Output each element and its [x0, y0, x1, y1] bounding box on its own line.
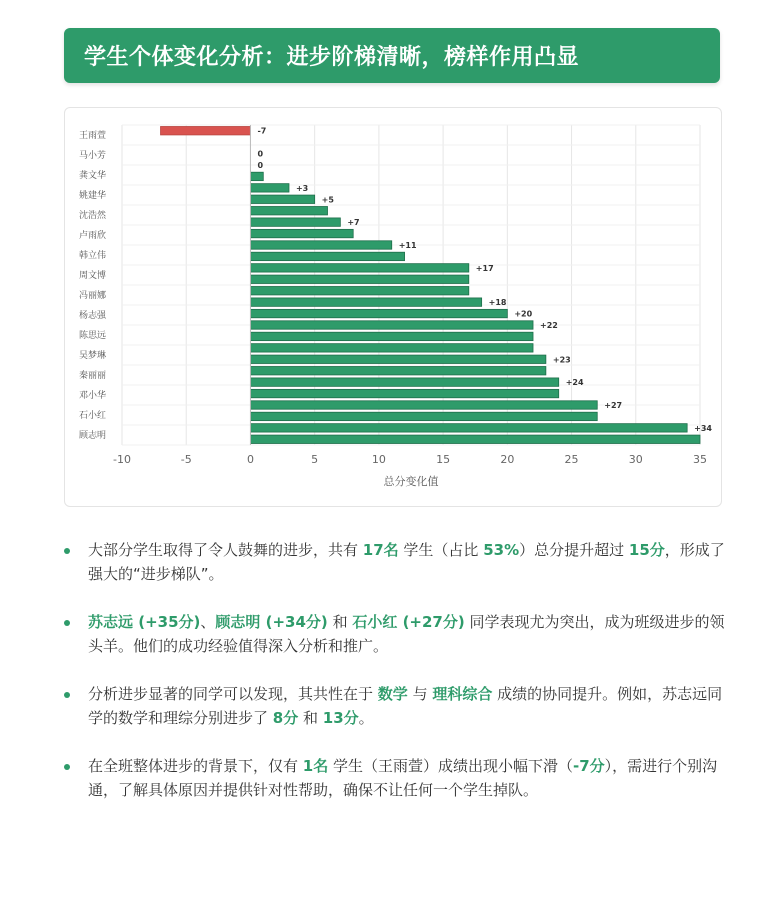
bullet-dot-icon — [64, 692, 70, 698]
insight-text: 、 — [200, 613, 216, 631]
data-label: +18 — [488, 298, 507, 308]
bar — [250, 241, 391, 249]
header-banner — [64, 28, 720, 83]
bar — [250, 332, 533, 340]
data-label: +24 — [565, 378, 584, 388]
data-label: +7 — [347, 218, 360, 228]
highlight-text: -7分 — [573, 757, 605, 775]
insight-text: 在全班整体进步的背景下，仅有 — [88, 757, 303, 775]
bar — [250, 344, 533, 352]
bar — [250, 309, 507, 317]
bar — [250, 389, 558, 397]
bar — [250, 321, 533, 329]
bar — [250, 401, 597, 409]
bar-chart — [65, 108, 721, 506]
bullet-dot-icon — [64, 548, 70, 554]
data-label: 0 — [257, 161, 264, 170]
x-tick-label: -5 — [180, 453, 192, 466]
data-label: +23 — [552, 355, 571, 365]
data-label: -7 — [257, 126, 267, 136]
highlight-text: 苏志远 (+35分) — [88, 613, 201, 631]
bar — [250, 298, 481, 306]
data-label: +22 — [540, 321, 558, 330]
insight-item — [62, 682, 726, 730]
bullet-dot-icon — [64, 620, 70, 626]
data-label: +17 — [475, 263, 494, 273]
bar — [161, 127, 251, 135]
insight-item — [62, 538, 726, 586]
category-label: 陈思远 — [79, 331, 107, 341]
highlight-text: 8分 — [272, 709, 299, 727]
data-label: +20 — [514, 309, 533, 319]
insight-text: 成绩的协同提升。例如，苏志远同学的数学和理综分别进步了 — [88, 685, 723, 727]
x-tick-label: 10 — [371, 453, 386, 466]
x-tick-label: 20 — [500, 453, 515, 466]
chart-card — [64, 107, 722, 507]
insight-text: 大部分学生取得了令人鼓舞的进步，共有 — [88, 541, 363, 559]
bar — [250, 424, 687, 432]
category-label: 周文博 — [79, 271, 107, 281]
insight-text: 学生（占比 — [398, 541, 484, 559]
page-title: 学生个体变化分析：进步阶梯清晰，榜样作用凸显 — [84, 45, 580, 70]
insight-list — [62, 538, 726, 826]
category-label: 冯丽娜 — [79, 291, 107, 301]
data-label: +3 — [295, 183, 309, 193]
insight-text: 与 — [407, 685, 433, 703]
bar — [250, 184, 289, 192]
bar — [250, 355, 545, 363]
category-label: 邓小华 — [79, 391, 107, 401]
bar — [250, 172, 263, 180]
category-label: 杨志强 — [79, 311, 107, 321]
category-label: 龚文华 — [79, 171, 107, 181]
data-label: 0 — [257, 149, 264, 159]
category-label: 秦丽丽 — [79, 371, 107, 381]
insight-text: ）总分提升超过 — [519, 541, 629, 559]
x-tick-label: -10 — [113, 453, 131, 466]
highlight-text: 理科综合 — [432, 685, 493, 703]
category-label: 姚建华 — [79, 191, 107, 201]
insight-text: 和 — [327, 613, 353, 631]
category-label: 石小红 — [79, 411, 107, 421]
bar — [250, 412, 597, 420]
x-axis-title: 总分变化值 — [383, 475, 439, 488]
highlight-text: 1名 — [302, 757, 329, 775]
bar — [250, 275, 468, 283]
bar — [250, 195, 314, 203]
highlight-text: 石小红 (+27分) — [352, 613, 465, 631]
bar — [250, 264, 468, 272]
highlight-text: 数学 — [377, 685, 408, 703]
bullet-dot-icon — [64, 764, 70, 770]
insight-item — [62, 754, 726, 802]
bar — [250, 229, 353, 237]
highlight-text: 顾志明 (+34分) — [215, 613, 328, 631]
x-tick-label: 35 — [693, 453, 707, 466]
x-tick-label: 0 — [246, 453, 254, 466]
insight-text: 。 — [358, 709, 374, 727]
insight-text: ，形成了强大的“进步梯队”。 — [88, 541, 725, 583]
insight-item — [62, 610, 726, 658]
highlight-text: 15分 — [628, 541, 665, 559]
category-label: 卢雨欣 — [79, 231, 107, 241]
bar — [250, 435, 700, 443]
category-label: 顾志明 — [79, 431, 107, 441]
category-label: 韩立伟 — [79, 251, 107, 261]
category-label: 马小芳 — [79, 151, 107, 161]
category-label: 吴梦琳 — [79, 351, 107, 361]
x-tick-label: 15 — [436, 453, 451, 466]
x-tick-label: 25 — [564, 453, 579, 466]
insight-text: 同学表现尤为突出，成为班级进步的领头羊。他们的成功经验值得深入分析和推广。 — [88, 613, 725, 655]
insight-text: ），需进行个别沟通，了解具体原因并提供针对性帮助，确保不让任何一个学生掉队。 — [88, 757, 718, 799]
bar — [250, 378, 558, 386]
highlight-text: 13分 — [322, 709, 359, 727]
bar — [250, 207, 327, 215]
x-tick-label: 30 — [628, 453, 643, 466]
insight-text: 分析进步显著的同学可以发现，其共性在于 — [88, 685, 378, 703]
highlight-text: 17名 — [362, 541, 399, 559]
bar — [250, 252, 404, 260]
bar — [250, 367, 545, 375]
bar — [250, 287, 468, 295]
insight-text: 学生（王雨萱）成绩出现小幅下滑（ — [328, 757, 573, 775]
data-label: +27 — [604, 401, 623, 410]
category-label: 沈浩然 — [79, 211, 107, 221]
data-label: +34 — [694, 423, 712, 433]
data-label: +11 — [398, 241, 417, 250]
highlight-text: 53% — [483, 541, 520, 559]
category-label: 王雨萱 — [79, 131, 107, 141]
insight-text: 和 — [298, 709, 323, 727]
x-tick-label: 5 — [311, 453, 319, 466]
data-label: +5 — [321, 195, 334, 205]
bar — [250, 218, 340, 226]
